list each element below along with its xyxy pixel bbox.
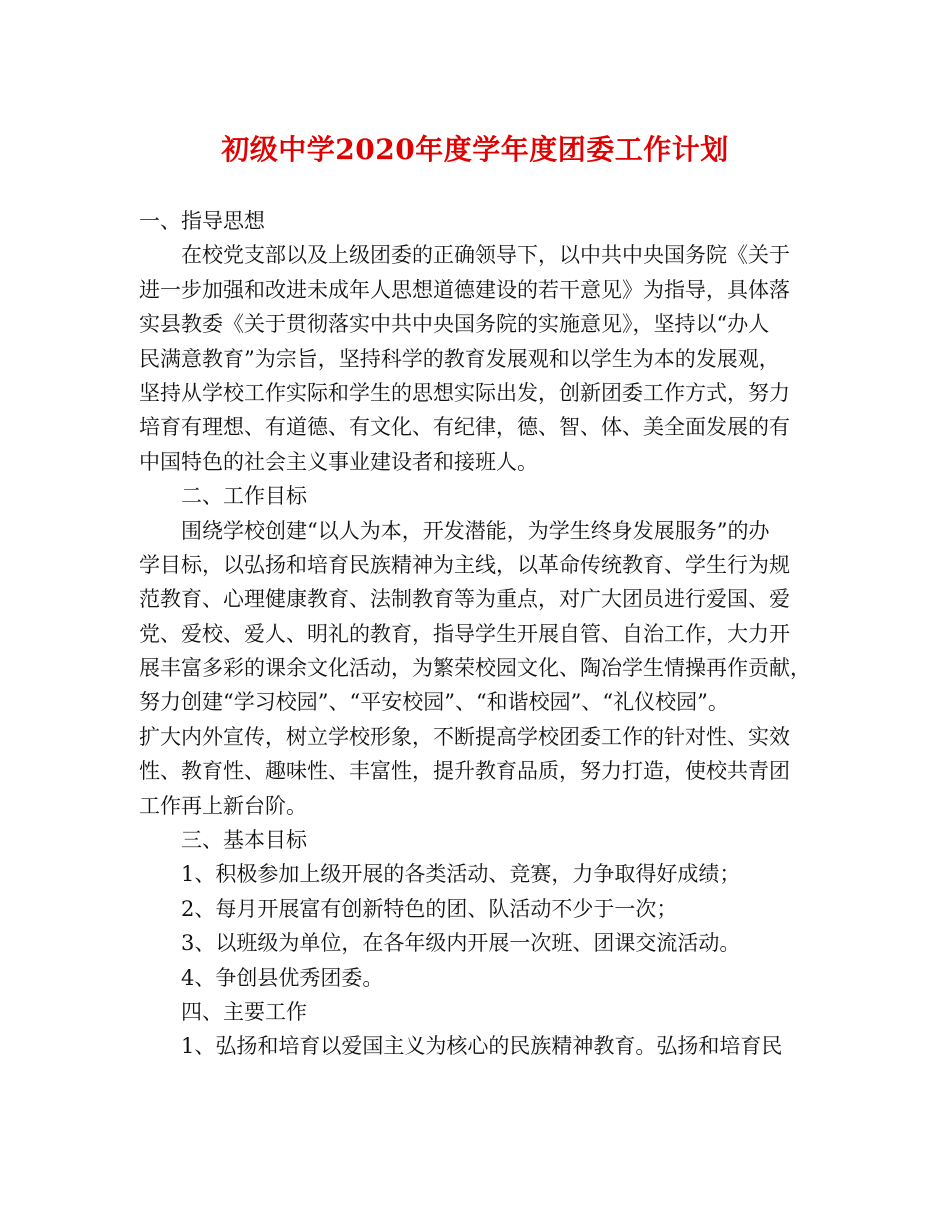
paragraph-line: 展丰富多彩的课余文化活动，为繁荣校园文化、陶冶学生情操再作贡献， bbox=[139, 656, 811, 681]
document-title: 初级中学2020年度学年度团委工作计划 bbox=[221, 133, 729, 166]
list-item: 1、弘扬和培育以爱国主义为核心的民族精神教育。弘扬和培育民 bbox=[181, 1034, 783, 1059]
document-body bbox=[139, 204, 819, 1064]
paragraph-line: 民满意教育”为宗旨，坚持科学的教育发展观和以学生为本的发展观， bbox=[139, 346, 780, 371]
paragraph-line: 进一步加强和改进未成年人思想道德建设的若干意见》为指导，具体落 bbox=[139, 277, 790, 302]
paragraph-line: 工作再上新台阶。 bbox=[139, 793, 307, 818]
paragraph-line: 中国特色的社会主义事业建设者和接班人。 bbox=[139, 449, 538, 474]
paragraph-line: 在校党支部以及上级团委的正确领导下，以中共中央国务院《关于 bbox=[181, 243, 790, 268]
section-heading-guiding-ideology: 一、指导思想 bbox=[139, 209, 265, 233]
list-item: 2、每月开展富有创新特色的团、队活动不少于一次； bbox=[181, 896, 678, 921]
paragraph-line: 实县教委《关于贯彻落实中共中央国务院的实施意见》，坚持以“办人 bbox=[139, 312, 770, 337]
paragraph-line: 围绕学校创建“以人为本，开发潜能，为学生终身发展服务”的办 bbox=[181, 518, 770, 543]
paragraph-line: 性、教育性、趣味性、丰富性，提升教育品质，努力打造，使校共青团 bbox=[139, 759, 790, 784]
paragraph-line: 范教育、心理健康教育、法制教育等为重点，对广大团员进行爱国、爱 bbox=[139, 587, 790, 612]
paragraph-line: 学目标，以弘扬和培育民族精神为主线，以革命传统教育、学生行为规 bbox=[139, 552, 790, 577]
section-heading-basic-goals: 三、基本目标 bbox=[181, 828, 307, 853]
paragraph-line: 培育有理想、有道德、有文化、有纪律，德、智、体、美全面发展的有 bbox=[139, 415, 790, 440]
paragraph-line: 努力创建“学习校园”、“平安校园”、“和谐校园”、“礼仪校园”。 bbox=[139, 690, 729, 715]
list-item: 4、争创县优秀团委。 bbox=[181, 965, 384, 990]
paragraph-line: 党、爱校、爱人、明礼的教育，指导学生开展自管、自治工作，大力开 bbox=[139, 621, 790, 646]
section-heading-work-goals: 二、工作目标 bbox=[181, 484, 307, 509]
list-item: 1、积极参加上级开展的各类活动、竞赛，力争取得好成绩； bbox=[181, 862, 741, 887]
paragraph-line: 坚持从学校工作实际和学生的思想实际出发，创新团委工作方式，努力 bbox=[139, 380, 790, 405]
list-item: 3、以班级为单位，在各年级内开展一次班、团课交流活动。 bbox=[181, 931, 741, 956]
paragraph-line: 扩大内外宣传，树立学校形象，不断提高学校团委工作的针对性、实效 bbox=[139, 724, 790, 749]
section-heading-main-work: 四、主要工作 bbox=[181, 999, 307, 1024]
